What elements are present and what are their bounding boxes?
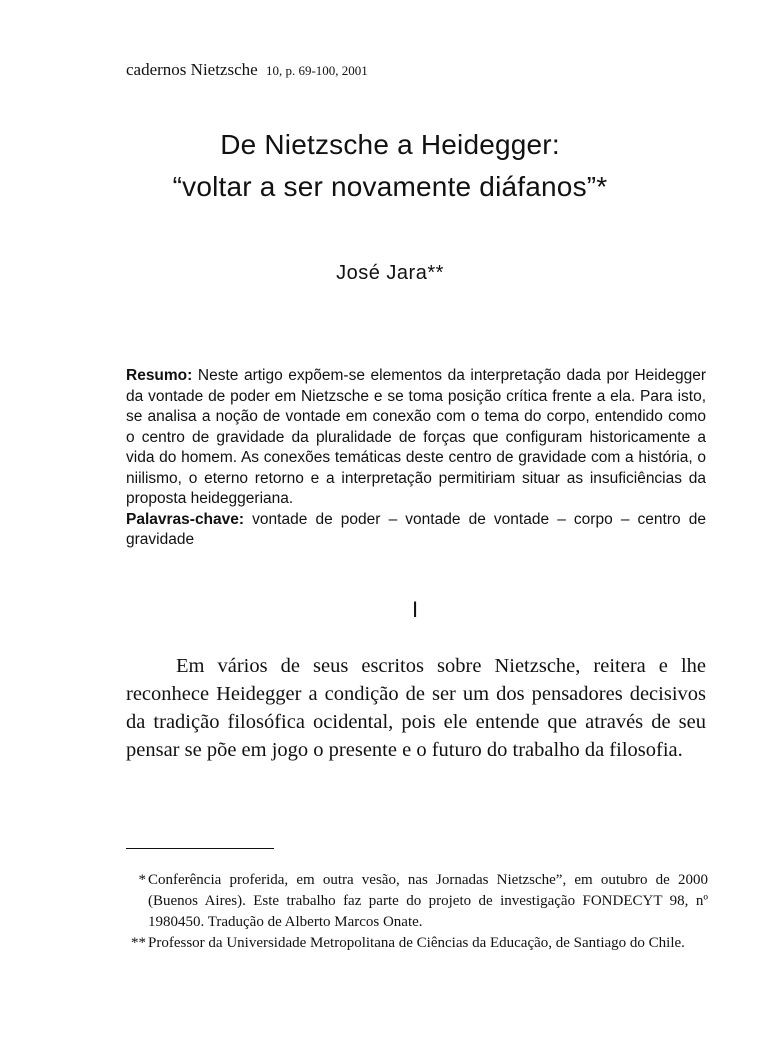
keywords-text: vontade de poder – vontade de vontade – corpo – centro de gravidade [126, 510, 706, 548]
journal-name: cadernos Nietzsche [126, 60, 258, 79]
footnote-1-mark: * [138, 872, 146, 888]
footnote-2 [126, 933, 708, 954]
resumo-label: Resumo: [126, 367, 193, 384]
footnote-2-mark: ** [131, 935, 146, 951]
footnote-2-text: Professor da Universidade Metropolitana de Ciências da Educação, de Santiago do Chile. [148, 935, 685, 951]
abstract-keywords [126, 510, 706, 551]
resumo-text: Neste artigo expõem-se elementos da interpretação dada por Heidegger da vontade de poder em Nietzsche e se toma posição crítica frente a ela. Para isto, se analisa a noção de vontade em conexão com o tema do corpo, entendido como o centro de gravidade da pluralidade de forças que configuram historicamente a vida do homem. As conexões temáticas deste centro de gravidade com a história, o niilismo, o eterno retorno e a interpretação permitiriam situar as insuficiências da proposta heideggeriana. [126, 367, 706, 507]
footnote-1 [126, 870, 708, 933]
title-line-1: De Nietzsche a Heidegger: [220, 129, 560, 160]
running-header [126, 60, 368, 80]
footnotes [126, 870, 708, 954]
abstract [126, 366, 706, 551]
section-heading: I [411, 597, 419, 622]
keywords-label: Palavras-chave: [126, 510, 245, 528]
author-name: José Jara** [336, 262, 444, 284]
title-line-2: “voltar a ser novamente diáfanos”* [172, 171, 608, 202]
article-title [0, 124, 780, 208]
footnote-1-text: Conferência proferida, em outra vesão, nas Jornadas Nietzsche”, em outubro de 2000 (Buenos Aires). Este trabalho faz parte do projeto de investigação FONDECYT 98, nº 1980450. Tradução de Alberto Marcos Onate. [148, 872, 708, 930]
footnote-divider [126, 848, 274, 849]
body-paragraph: Em vários de seus escritos sobre Nietzsche, reitera e lhe reconhece Heidegger a condição de ser um dos pensadores decisivos da tradição filosófica ocidental, pois ele entende que através de seu pensar se põe em jogo o presente e o futuro do trabalho da filosofia. [126, 655, 706, 761]
issue-info: 10, p. 69-100, 2001 [265, 63, 368, 78]
abstract-resumo [126, 366, 706, 510]
